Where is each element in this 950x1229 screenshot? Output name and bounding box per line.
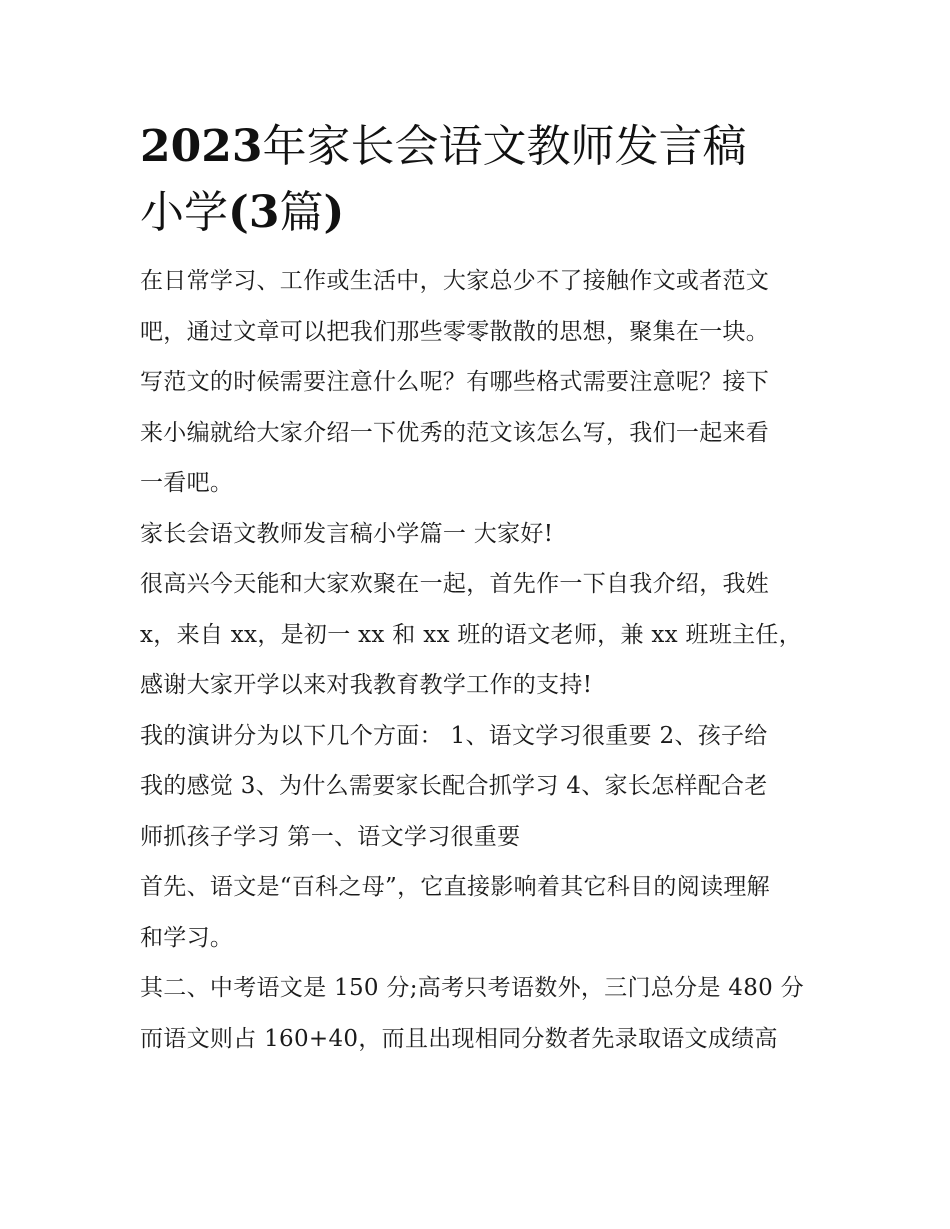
title-rest: 年家长会语文教师发言稿 xyxy=(262,121,747,172)
paragraph-second-point xyxy=(140,963,820,1064)
document-body xyxy=(140,114,820,1064)
title-line-2-d: ) xyxy=(323,187,345,238)
document-title xyxy=(140,114,820,246)
text-line: 一看吧。 xyxy=(140,470,234,496)
text-line: 感谢大家开学以来对我教育教学工作的支持! xyxy=(140,672,593,698)
paragraph-speech-outline xyxy=(140,711,820,863)
title-line-2-b: (3 xyxy=(228,187,280,238)
text-line: 吧，通过文章可以把我们那些零零散散的思想，聚集在一块。 xyxy=(140,318,770,345)
paragraph-intro xyxy=(140,256,820,509)
text-line: 在日常学习、工作或生活中，大家总少不了接触作文或者范文 xyxy=(140,268,770,294)
text-line: 首先、语文是“百科之母”，它直接影响着其它科目的阅读理解 xyxy=(140,874,770,900)
title-line-2 xyxy=(140,180,820,246)
paragraph-first-point xyxy=(140,862,820,963)
text-line: 我的感觉 3、为什么需要家长配合抓学习 4、家长怎样配合老 xyxy=(140,773,768,799)
text-line: 来小编就给大家介绍一下优秀的范文该怎么写，我们一起来看 xyxy=(140,419,770,446)
text-line: 家长会语文教师发言稿小学篇一 大家好! xyxy=(140,520,554,547)
text-line: x，来自 xx，是初一 xx 和 xx 班的语文老师，兼 xx 班班主任， xyxy=(140,621,803,648)
title-line-2-a: 小学 xyxy=(140,187,228,238)
paragraph-section-heading xyxy=(140,509,820,560)
text-line: 很高兴今天能和大家欢聚在一起，首先作一下自我介绍，我姓 xyxy=(140,571,770,597)
text-line: 我的演讲分为以下几个方面： 1、语文学习很重要 2、孩子给 xyxy=(140,722,768,749)
text-line: 和学习。 xyxy=(140,924,234,951)
title-year: 2023 xyxy=(140,121,263,172)
title-line-2-c: 篇 xyxy=(279,187,324,238)
text-line: 而语文则占 160+40，而且出现相同分数者先录取语文成绩高 xyxy=(140,1025,778,1052)
text-line: 写范文的时候需要注意什么呢？有哪些格式需要注意呢？接下 xyxy=(140,369,770,395)
text-line: 师抓孩子学习 第一、语文学习很重要 xyxy=(140,823,521,850)
text-line: 其二、中考语文是 150 分;高考只考语数外，三门总分是 480 分 xyxy=(140,975,804,1001)
title-line-1 xyxy=(140,114,820,180)
paragraph-self-introduction xyxy=(140,559,820,711)
